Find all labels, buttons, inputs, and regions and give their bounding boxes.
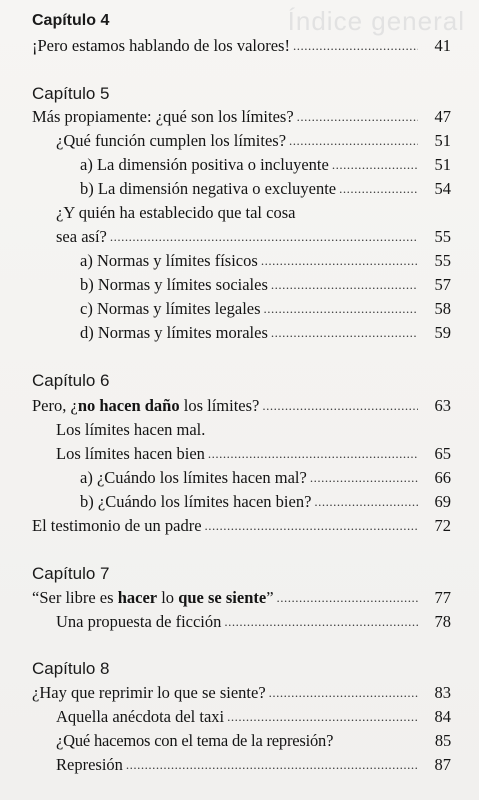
toc-entry-page: 72 (434, 516, 451, 535)
toc-entry (80, 298, 451, 321)
toc-entry-title: ¿Qué hacemos con el tema de la represión? (56, 731, 334, 750)
toc-entry-title: ¿Qué función cumplen los límites? (56, 131, 287, 150)
leader-dots (310, 467, 418, 489)
leader-dots (110, 226, 418, 248)
toc-entry-page: 78 (434, 612, 451, 631)
toc-entry-title: a) ¿Cuándo los límites hacen mal? (80, 468, 307, 487)
toc-entry-title: sea así? (56, 227, 107, 246)
toc-entry (32, 395, 451, 418)
toc-entry-page: 65 (434, 444, 451, 463)
leader-dots (126, 754, 418, 776)
toc-entry (56, 443, 451, 466)
leader-dots (332, 154, 418, 176)
toc-entry-page: 55 (434, 227, 451, 246)
toc-entry-page: 69 (434, 492, 451, 511)
toc-entry-page: 51 (434, 131, 451, 150)
toc-entry-page: 84 (434, 707, 451, 726)
toc-entry (80, 467, 451, 490)
toc-entry-title: Aquella anécdota del taxi (56, 707, 225, 726)
toc-entry-page: 58 (434, 299, 451, 318)
toc-entry (32, 682, 451, 705)
toc-entry-title: Pero, ¿no hacen daño los límites? (32, 396, 260, 415)
toc-entry-title: “Ser libre es hacer lo que se siente” (32, 588, 274, 607)
toc-entry (56, 130, 451, 153)
toc-entry-title: b) ¿Cuándo los límites hacen bien? (80, 492, 312, 511)
toc-entry (32, 106, 451, 129)
toc-entry-title: Los límites hacen bien (56, 444, 205, 463)
toc-entry-page: 54 (434, 179, 451, 198)
leader-dots (271, 274, 418, 296)
leader-dots (227, 706, 418, 728)
toc-entry-title: Más propiamente: ¿qué son los límites? (32, 107, 294, 126)
toc-entry-page: 41 (434, 36, 451, 55)
toc-entry-page: 47 (434, 107, 451, 126)
chapter-4-heading: Capítulo 4 (32, 12, 110, 29)
toc-entry-title: Los límites hacen mal. (56, 420, 206, 439)
toc-entry-page: 57 (434, 275, 451, 294)
toc-entry (80, 322, 451, 345)
toc-entry (56, 754, 451, 777)
leader-dots (293, 35, 418, 57)
toc-entry-page: 77 (434, 588, 451, 607)
toc-entry (80, 250, 451, 273)
leader-dots (297, 106, 418, 128)
leader-dots (205, 515, 418, 537)
toc-entry-page: 55 (434, 251, 451, 270)
leader-dots (264, 298, 418, 320)
toc-entry-title: d) Normas y límites morales (80, 323, 268, 342)
toc-entry (80, 274, 451, 297)
toc-entry-page: 87 (434, 755, 451, 774)
bleed-through-header: Índice general (287, 6, 465, 36)
toc-entry-title: a) La dimensión positiva o incluyente (80, 155, 329, 174)
toc-entry-title: c) Normas y límites legales (80, 299, 261, 318)
toc-entry-title: a) Normas y límites físicos (80, 251, 258, 270)
toc-entry (32, 587, 451, 610)
toc-entry-title: b) Normas y límites sociales (80, 275, 268, 294)
toc-entry (56, 226, 451, 249)
toc-entry-title: ¡Pero estamos hablando de los valores! (32, 36, 290, 55)
toc-entry (56, 419, 451, 441)
toc-entry-title: El testimonio de un padre (32, 516, 202, 535)
toc-entry (56, 611, 451, 634)
chapter-7-heading: Capítulo 7 (32, 564, 110, 583)
leader-dots (277, 587, 418, 609)
toc-entry-title: ¿Y quién ha establecido que tal cosa (56, 203, 296, 222)
leader-dots (271, 322, 418, 344)
toc-entry (56, 202, 451, 224)
toc-entry (80, 178, 451, 201)
toc-entry-page: 59 (434, 323, 451, 342)
toc-entry-page: 83 (434, 683, 451, 702)
leader-dots (261, 250, 418, 272)
toc-entry-page: 51 (434, 155, 451, 174)
leader-dots (224, 611, 418, 633)
toc-entry (56, 706, 451, 729)
toc-entry-page: 63 (434, 396, 451, 415)
toc-entry-title: b) La dimensión negativa o excluyente (80, 179, 337, 198)
leader-dots (289, 130, 418, 152)
toc-entry-page: 66 (434, 468, 451, 487)
toc-entry (80, 154, 451, 177)
toc-entry (32, 515, 451, 538)
toc-entry-title: ¿Hay que reprimir lo que se siente? (32, 683, 266, 702)
toc-entry (32, 35, 451, 58)
leader-dots (262, 395, 418, 417)
toc-entry-title: Represión (56, 755, 123, 774)
leader-dots (208, 443, 418, 465)
leader-dots (339, 178, 418, 200)
toc-entry (80, 491, 451, 514)
chapter-8-heading: Capítulo 8 (32, 659, 110, 678)
leader-dots (314, 491, 418, 513)
chapter-5-heading: Capítulo 5 (32, 84, 110, 103)
toc-entry-title: Una propuesta de ficción (56, 612, 222, 631)
leader-dots (269, 682, 418, 704)
toc-entry (56, 730, 451, 752)
chapter-6-heading: Capítulo 6 (32, 371, 110, 390)
toc-entry-page: 85 (434, 731, 451, 750)
